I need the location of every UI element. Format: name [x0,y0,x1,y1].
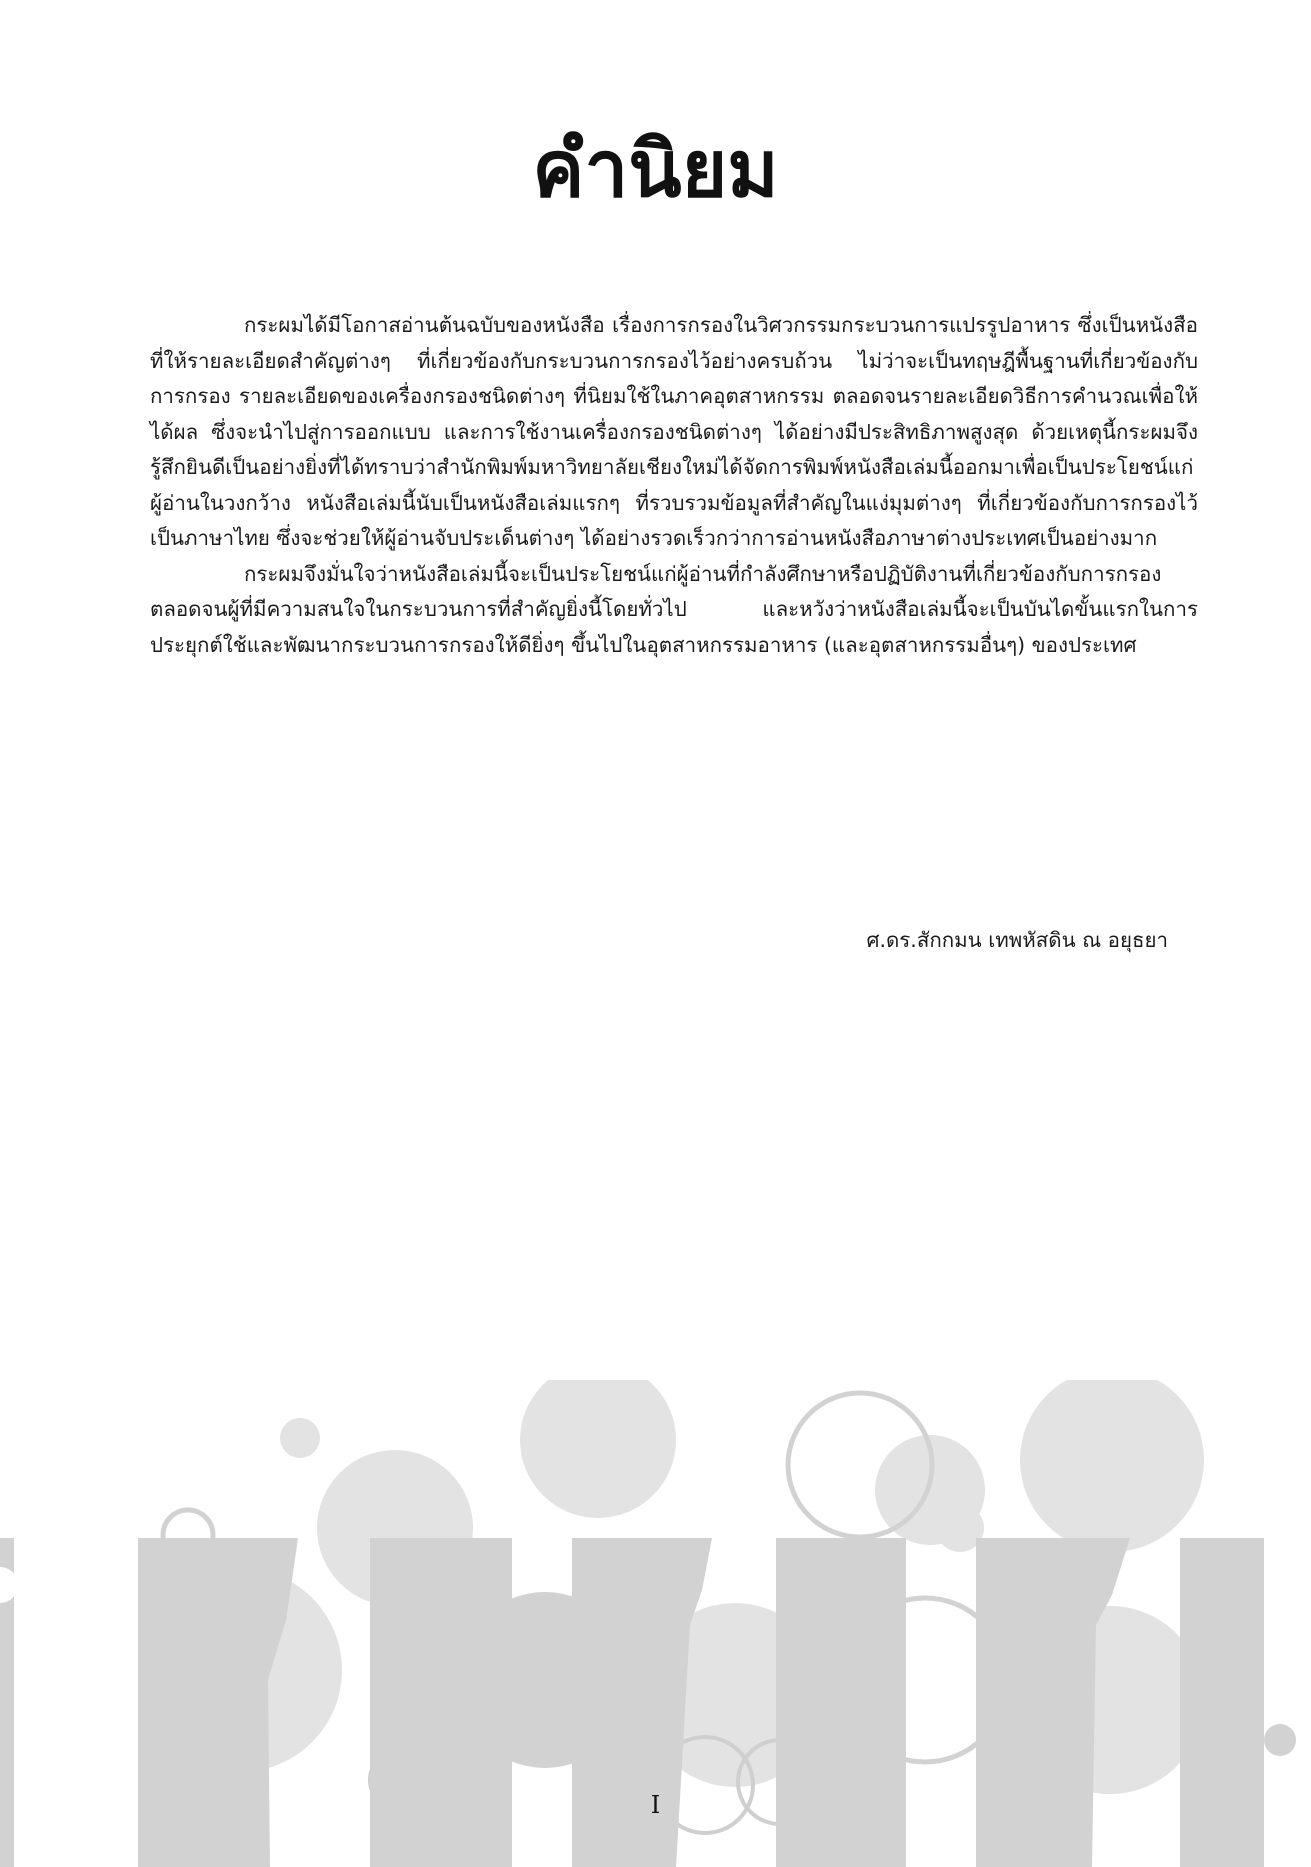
page-number: I [650,1791,661,1819]
paragraph-2: กระผมจึงมั่นใจว่าหนังสือเล่มนี้จะเป็นประโยชน์แก่ผู้อ่านที่กำลังศึกษาหรือปฏิบัติงานที่เกี่ยวข้องกับการกรอง ตลอดจนผู้ที่มีความสนใจในกระบวนการที่สำคัญยิ่งนี้โดยทั่วไป และหวังว่าหนังสือเล่มนี้จะเป็นบันไดขั้นแรกในการประยุกต์ใช้และพัฒนากระบวนการกรองให้ดียิ่งๆ ขึ้นไปในอุตสาหกรรมอาหาร (และอุตสาหกรรมอื่นๆ) ของประเทศ [150,561,1198,657]
signature: ศ.ดร.สักกมน เทพหัสดิน ณ อยุธยา [866,928,1168,952]
decor-circle [280,1418,320,1458]
decor-circle [1264,1724,1296,1756]
paragraph-1: กระผมได้มีโอกาสอ่านต้นฉบับของหนังสือ เรื่องการกรองในวิศวกรรมกระบวนการแปรรูปอาหาร ซึ่งเป็นหนังสือที่ให้รายละเอียดสำคัญต่างๆ ที่เกี่ยวข้องกับกระบวนการกรองไว้อย่างครบถ้วน ไม่ว่าจะเป็นทฤษฎีพื้นฐานที่เกี่ยวข้องกับการกรอง รายละเอียดของเครื่องกรองชนิดต่างๆ ที่นิยมใช้ในภาคอุตสาหกรรม ตลอดจนรายละเอียดวิธีการคำนวณเพื่อให้ได้ผล ซึ่งจะนำไปสู่การออกแบบ และการใช้งานเครื่องกรองชนิดต่างๆ ได้อย่างมีประสิทธิภาพสูงสุด ด้วยเหตุนี้กระผมจึงรู้สึกยินดีเป็นอย่างยิ่งที่ได้ทราบว่าสำนักพิมพ์มหาวิทยาลัยเชียงใหม่ได้จัดการพิมพ์หนังสือเล่มนี้ออกมาเพื่อเป็นประโยชน์แก่ผู้อ่านในวงกว้าง หนังสือเล่มนี้นับเป็นหนังสือเล่มแรกๆ ที่รวบรวมข้อมูลที่สำคัญในแง่มุมต่างๆ ที่เกี่ยวข้องกับการกรองไว้เป็นภาษาไทย ซึ่งจะช่วยให้ผู้อ่านจับประเด็นต่างๆ ได้อย่างรวดเร็วกว่าการอ่านหนังสือภาษาต่างประเทศเป็นอย่างมาก [150,313,1198,550]
decor-circle [1020,1380,1204,1552]
body-text [150,308,1198,663]
decor-cutout [1272,1552,1308,1588]
decor-cutout [0,1567,18,1603]
decor-circle [520,1380,676,1518]
page-title: คำนิยม [532,125,779,215]
